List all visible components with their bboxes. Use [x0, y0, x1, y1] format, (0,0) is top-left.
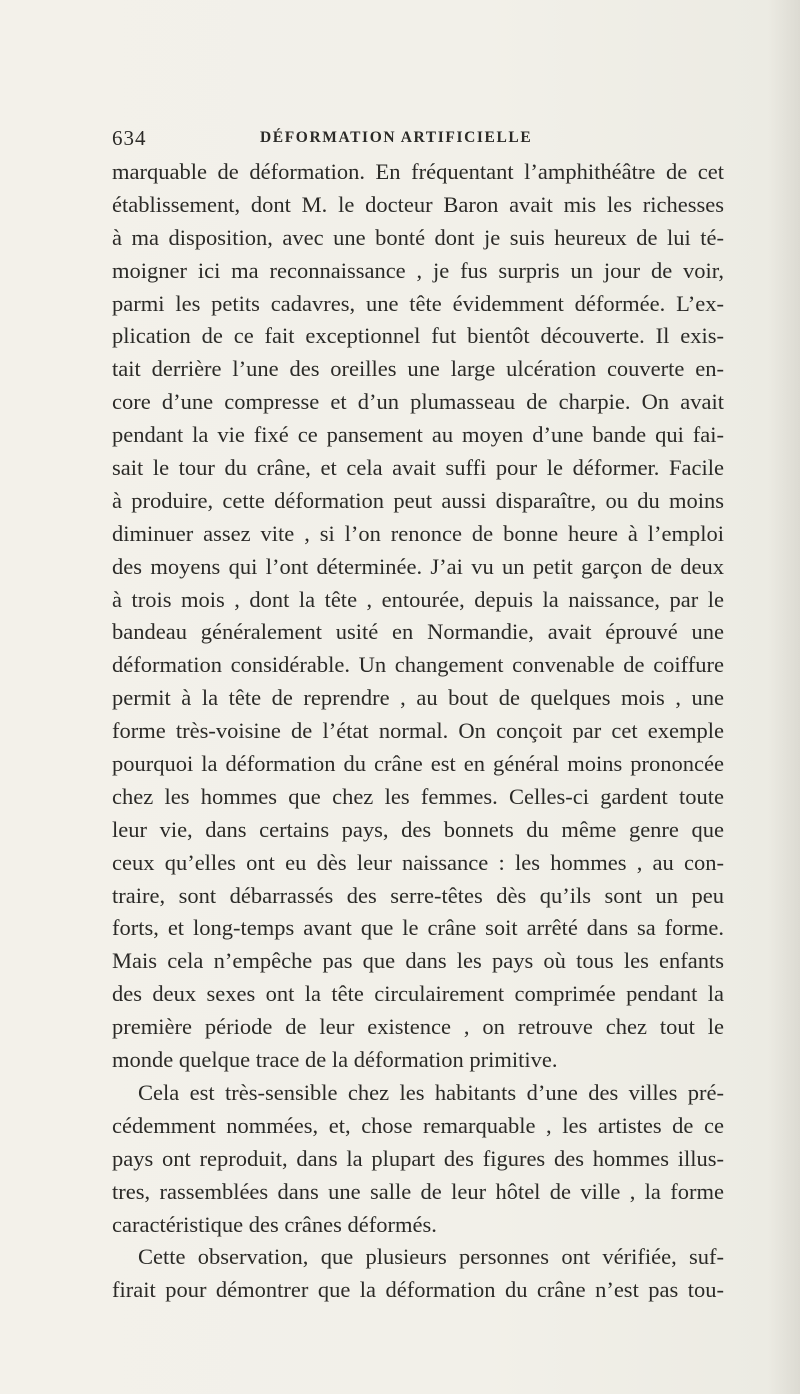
text-line: cédemment nommées, et, chose remarquable , les artistes de ce — [112, 1112, 724, 1138]
text-line: à produire, cette déformation peut aussi disparaître, ou du moins — [112, 487, 724, 513]
text-line: plication de ce fait exceptionnel fut bientôt découverte. Il exis- — [112, 323, 724, 349]
text-line: pendant la vie fixé ce pansement au moyen d’une bande qui fai- — [112, 422, 724, 448]
text-line: chez les hommes que chez les femmes. Celles-ci gardent toute — [112, 783, 724, 809]
text-line: monde quelque trace de la déformation primitive. — [112, 1047, 558, 1073]
page-number: 634 — [112, 126, 147, 150]
text-line: tres, rassemblées dans une salle de leur hôtel de ville , la forme — [112, 1178, 724, 1204]
text-line: à ma disposition, avec une bonté dont je suis heureux de lui té- — [112, 224, 724, 250]
text-line: Mais cela n’empêche pas que dans les pays où tous les enfants — [112, 948, 724, 974]
text-line: des moyens qui l’ont déterminée. J’ai vu un petit garçon de deux — [112, 553, 724, 579]
text-line: Cela est très-sensible chez les habitants d’une des villes pré- — [138, 1079, 724, 1105]
body-text — [112, 156, 724, 1307]
text-line: traire, sont débarrassés des serre-têtes dès qu’ils sont un peu — [112, 882, 724, 908]
text-line: forts, et long-temps avant que le crâne soit arrêté dans sa forme. — [112, 915, 724, 941]
text-line: ceux qu’elles ont eu dès leur naissance : les hommes , au con- — [112, 849, 724, 875]
text-line: forme très-voisine de l’état normal. On conçoit par cet exemple — [112, 718, 724, 744]
text-line: core d’une compresse et d’un plumasseau de charpie. On avait — [112, 389, 724, 415]
text-line: pourquoi la déformation du crâne est en général moins prononcée — [112, 751, 724, 777]
text-line: des deux sexes ont la tête circulairement comprimée pendant la — [112, 981, 724, 1007]
text-line: déformation considérable. Un changement convenable de coiffure — [112, 652, 724, 678]
text-line: Cette observation, que plusieurs personnes ont vérifiée, suf- — [138, 1244, 724, 1270]
text-line: parmi les petits cadavres, une tête évidemment déformée. L’ex- — [112, 290, 724, 316]
text-line: caractéristique des crânes déformés. — [112, 1211, 437, 1237]
text-line: tait derrière l’une des oreilles une large ulcération couverte en- — [112, 356, 724, 382]
text-line: pays ont reproduit, dans la plupart des figures des hommes illus- — [112, 1145, 724, 1171]
text-line: première période de leur existence , on retrouve chez tout le — [112, 1014, 724, 1040]
text-line: sait le tour du crâne, et cela avait suffi pour le déformer. Facile — [112, 455, 724, 481]
text-line: leur vie, dans certains pays, des bonnets du même genre que — [112, 816, 724, 842]
text-line: moigner ici ma reconnaissance , je fus surpris un jour de voir, — [112, 257, 724, 283]
text-line: bandeau généralement usité en Normandie, avait éprouvé une — [112, 619, 724, 645]
text-line: à trois mois , dont la tête , entourée, depuis la naissance, par le — [112, 586, 724, 612]
text-line: firait pour démontrer que la déformation du crâne n’est pas tou- — [112, 1277, 724, 1303]
text-line: marquable de déformation. En fréquentant l’amphithéâtre de cet — [112, 159, 724, 184]
text-line: permit à la tête de reprendre , au bout de quelques mois , une — [112, 685, 724, 711]
page-header — [112, 126, 724, 152]
text-line: établissement, dont M. le docteur Baron avait mis les richesses — [112, 191, 724, 217]
text-line: diminuer assez vite , si l’on renonce de bonne heure à l’emploi — [112, 520, 724, 546]
running-title: DÉFORMATION ARTIFICIELLE — [260, 129, 533, 146]
